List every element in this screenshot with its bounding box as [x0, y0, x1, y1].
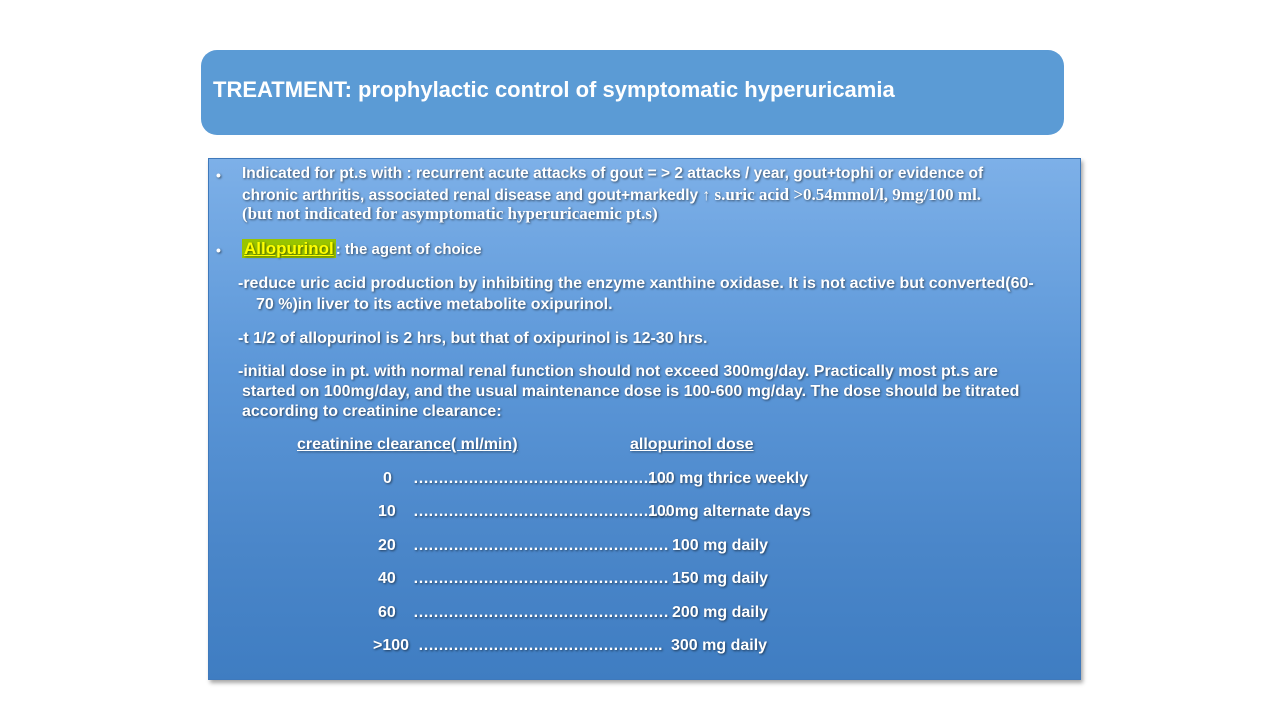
indication-line-3: (but not indicated for asymptomatic hyperuricaemic pt.s): [242, 204, 658, 223]
row-dose: 150 mg daily: [672, 570, 769, 587]
content-panel: [208, 158, 1081, 680]
allopurinol-name: Allopurinol: [244, 239, 334, 258]
allopurinol-heading: [242, 239, 482, 259]
row-dose: 200 mg daily: [672, 604, 769, 621]
mechanism-line-2: 70 %)in liver to its active metabolite oxipurinol.: [256, 296, 613, 313]
half-life-text: -t 1/2 of allopurinol is 2 hrs, but that of oxipurinol is 12-30 hrs.: [238, 330, 708, 347]
indication-line-2-text: chronic arthritis, associated renal disease and gout+markedly ↑: [242, 187, 711, 204]
row-clearance: 40: [378, 570, 396, 587]
uric-acid-threshold: s.uric acid >0.54mmol/l, 9mg/100 ml.: [714, 185, 982, 204]
mechanism-line-1: -reduce uric acid production by inhibiting the enzyme xanthine oxidase. It is not active but converted(60-: [238, 275, 1034, 292]
row-dots: ……………………………………………: [413, 604, 668, 621]
dose-line-3: according to creatinine clearance:: [242, 403, 502, 420]
row-dots: ……………………………………………: [413, 470, 668, 487]
row-dose: 100mg alternate days: [648, 503, 811, 520]
table-header-dose: allopurinol dose: [630, 436, 754, 453]
dose-line-2: started on 100mg/day, and the usual maintenance dose is 100-600 mg/day. The dose should be titrated: [242, 383, 1020, 400]
row-dose: 300 mg daily: [671, 637, 768, 654]
row-clearance: 10: [378, 503, 396, 520]
slide-title: TREATMENT: prophylactic control of symptomatic hyperuricamia: [213, 77, 895, 102]
row-dose: 100 mg daily: [672, 537, 769, 554]
row-dose: 100 mg thrice weekly: [648, 470, 809, 487]
row-clearance: 0: [383, 470, 392, 487]
bullet-indication: •: [216, 167, 221, 183]
bullet-allopurinol: •: [216, 242, 221, 258]
indication-line-2: [242, 185, 981, 205]
table-header-clearance: creatinine clearance( ml/min): [297, 436, 518, 453]
title-banner: [201, 50, 1064, 135]
indication-line-1: Indicated for pt.s with : recurrent acute attacks of gout = > 2 attacks / year, gout+tophi or evidence of: [242, 165, 984, 182]
row-dots: ………………………………………….: [418, 637, 662, 654]
row-dots: ……………………………………………: [413, 570, 668, 587]
row-clearance: 20: [378, 537, 396, 554]
row-clearance: >100: [373, 637, 410, 654]
dose-line-1: -initial dose in pt. with normal renal function should not exceed 300mg/day. Practically most pt.s are: [238, 363, 998, 380]
row-dots: ……………………………………………: [413, 503, 668, 520]
row-dots: ……………………………………………: [413, 537, 668, 554]
row-clearance: 60: [378, 604, 396, 621]
allopurinol-subtitle: : the agent of choice: [335, 241, 482, 258]
